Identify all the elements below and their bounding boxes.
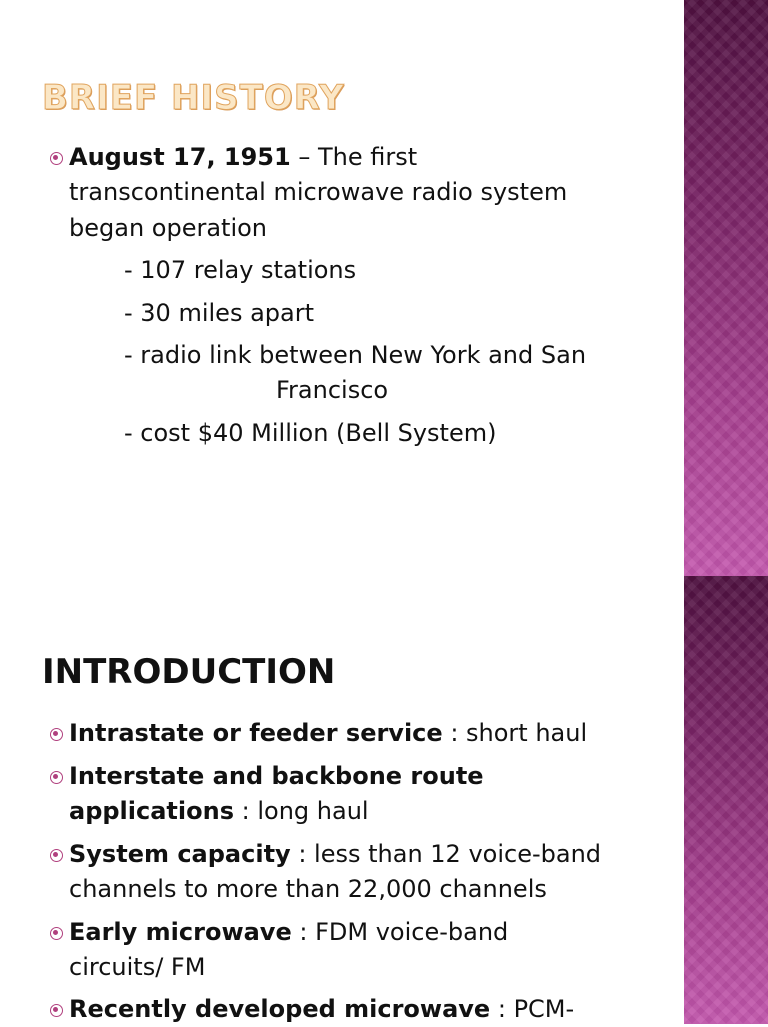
bullet-bold: System capacity — [69, 840, 291, 868]
bullet-bold: Recently developed microwave — [69, 995, 491, 1023]
sub-item: - 107 relay stations — [124, 256, 357, 284]
bullet-rest: : short haul — [442, 719, 588, 747]
bullet-line: began operation — [69, 214, 268, 242]
bullet-icon — [50, 771, 63, 784]
bullet-icon — [50, 728, 63, 741]
bullet-rest: : FDM voice-band — [291, 918, 509, 946]
sub-item: - cost $40 Million (Bell System) — [124, 419, 497, 447]
bullet-rest: – The first — [290, 143, 418, 171]
bullet-icon — [50, 1004, 63, 1017]
bullet-rest: : less than 12 voice-band — [290, 840, 602, 868]
slide-title: INTRODUCTION — [42, 652, 336, 692]
slide-title: BRIEF HISTORY — [42, 78, 345, 118]
decorative-side-stripe — [684, 576, 768, 1024]
bullet-bold: applications — [69, 797, 234, 825]
bullet-rest: : long haul — [234, 797, 369, 825]
bullet-text — [69, 915, 508, 950]
bullet-bold: Intrastate or feeder service — [69, 719, 443, 747]
bullet-bold: Interstate and backbone route — [69, 762, 484, 790]
bullet-text — [69, 716, 587, 751]
bullet-text — [69, 837, 601, 872]
sub-item: - radio link between New York and San — [124, 341, 587, 369]
bullet-bold: Early microwave — [69, 918, 292, 946]
bullet-icon — [50, 152, 63, 165]
bullet-line — [69, 794, 369, 829]
bullet-line: circuits/ FM — [69, 953, 206, 981]
decorative-side-stripe — [684, 0, 768, 576]
bullet-icon — [50, 849, 63, 862]
bullet-line: channels to more than 22,000 channels — [69, 875, 547, 903]
bullet-text — [69, 140, 417, 175]
bullet-rest: : PCM- — [490, 995, 575, 1023]
bullet-icon — [50, 927, 63, 940]
sub-item-continued: Francisco — [276, 376, 389, 404]
bullet-bold-date: August 17, 1951 — [69, 143, 291, 171]
bullet-text — [69, 992, 574, 1027]
sub-item: - 30 miles apart — [124, 299, 314, 327]
bullet-line: transcontinental microwave radio system — [69, 178, 568, 206]
